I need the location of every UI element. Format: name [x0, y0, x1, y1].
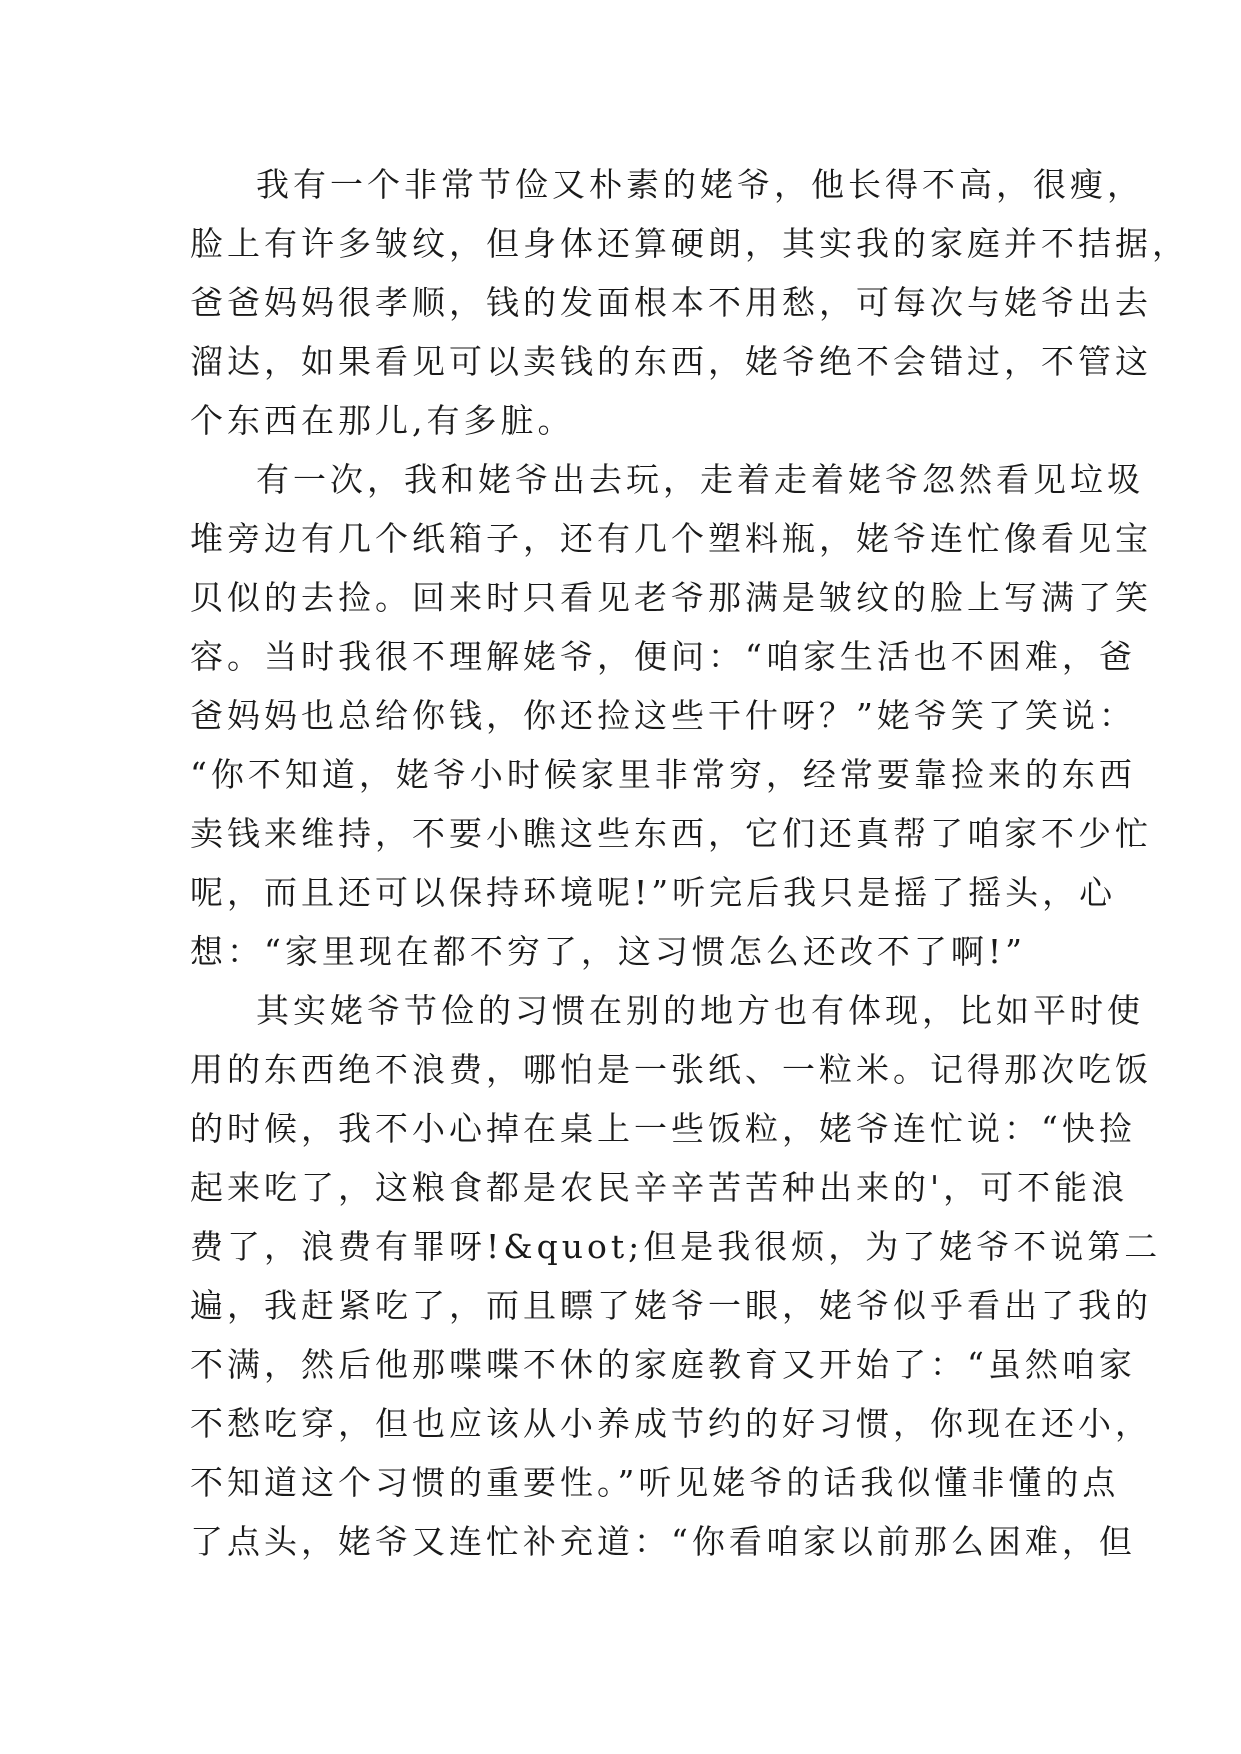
text-line: 爸爸妈妈很孝顺，钱的发面根本不用愁，可每次与姥爷出去 — [190, 283, 1152, 322]
text-line: 其实姥爷节俭的习惯在别的地方也有体现，比如平时使 — [256, 991, 1144, 1030]
text-line: 容。当时我很不理解姥爷，便问：“咱家生活也不困难，爸 — [190, 637, 1136, 676]
text-line: 我有一个非常节俭又朴素的姥爷，他长得不高，很瘦， — [256, 165, 1144, 204]
text-line: “你不知道，姥爷小时候家里非常穷，经常要靠捡来的东西 — [190, 755, 1136, 794]
text-line: 了点头，姥爷又连忙补充道：“你看咱家以前那么困难，但 — [190, 1522, 1136, 1561]
text-line: 用的东西绝不浪费，哪怕是一张纸、一粒米。记得那次吃饭 — [190, 1050, 1152, 1089]
text-line: 有一次，我和姥爷出去玩，走着走着姥爷忽然看见垃圾 — [256, 460, 1144, 499]
text-line: 堆旁边有几个纸箱子，还有几个塑料瓶，姥爷连忙像看见宝 — [190, 519, 1152, 558]
text-line: 爸妈妈也总给你钱，你还捡这些干什呀？”姥爷笑了笑说： — [190, 696, 1136, 735]
text-line: 不知道这个习惯的重要性。”听见姥爷的话我似懂非懂的点 — [190, 1463, 1120, 1502]
text-line: 遍，我赶紧吃了，而且瞟了姥爷一眼，姥爷似乎看出了我的 — [190, 1286, 1152, 1325]
paragraph-3 — [190, 981, 1162, 1571]
text-line: 呢，而且还可以保持环境呢!”听完后我只是摇了摇头，心 — [190, 873, 1117, 912]
text-line: 不愁吃穿，但也应该从小养成节约的好习惯，你现在还小， — [190, 1404, 1152, 1443]
text-line: 脸上有许多皱纹，但身体还算硬朗，其实我的家庭并不拮据， — [190, 224, 1189, 263]
paragraph-2 — [190, 450, 1152, 981]
text-line: 溜达，如果看见可以卖钱的东西，姥爷绝不会错过，不管这 — [190, 342, 1152, 381]
text-line: 费了，浪费有罪呀!&quot;但是我很烦，为了姥爷不说第二 — [190, 1227, 1162, 1266]
text-line: 想：“家里现在都不穷了，这习惯怎么还改不了啊!” — [190, 932, 1027, 971]
text-line: 贝似的去捡。回来时只看见老爷那满是皱纹的脸上写满了笑 — [190, 578, 1152, 617]
text-line: 的时候，我不小心掉在桌上一些饭粒，姥爷连忙说：“快捡 — [190, 1109, 1136, 1148]
essay-body — [190, 155, 1189, 1571]
text-line: 起来吃了，这粮食都是农民辛辛苦苦种出来的'，可不能浪 — [190, 1168, 1129, 1207]
text-line: 个东西在那儿,有多脏。 — [190, 401, 575, 440]
paragraph-1 — [190, 155, 1189, 450]
text-line: 不满，然后他那喋喋不休的家庭教育又开始了：“虽然咱家 — [190, 1345, 1136, 1384]
text-line: 卖钱来维持，不要小瞧这些东西，它们还真帮了咱家不少忙 — [190, 814, 1152, 853]
